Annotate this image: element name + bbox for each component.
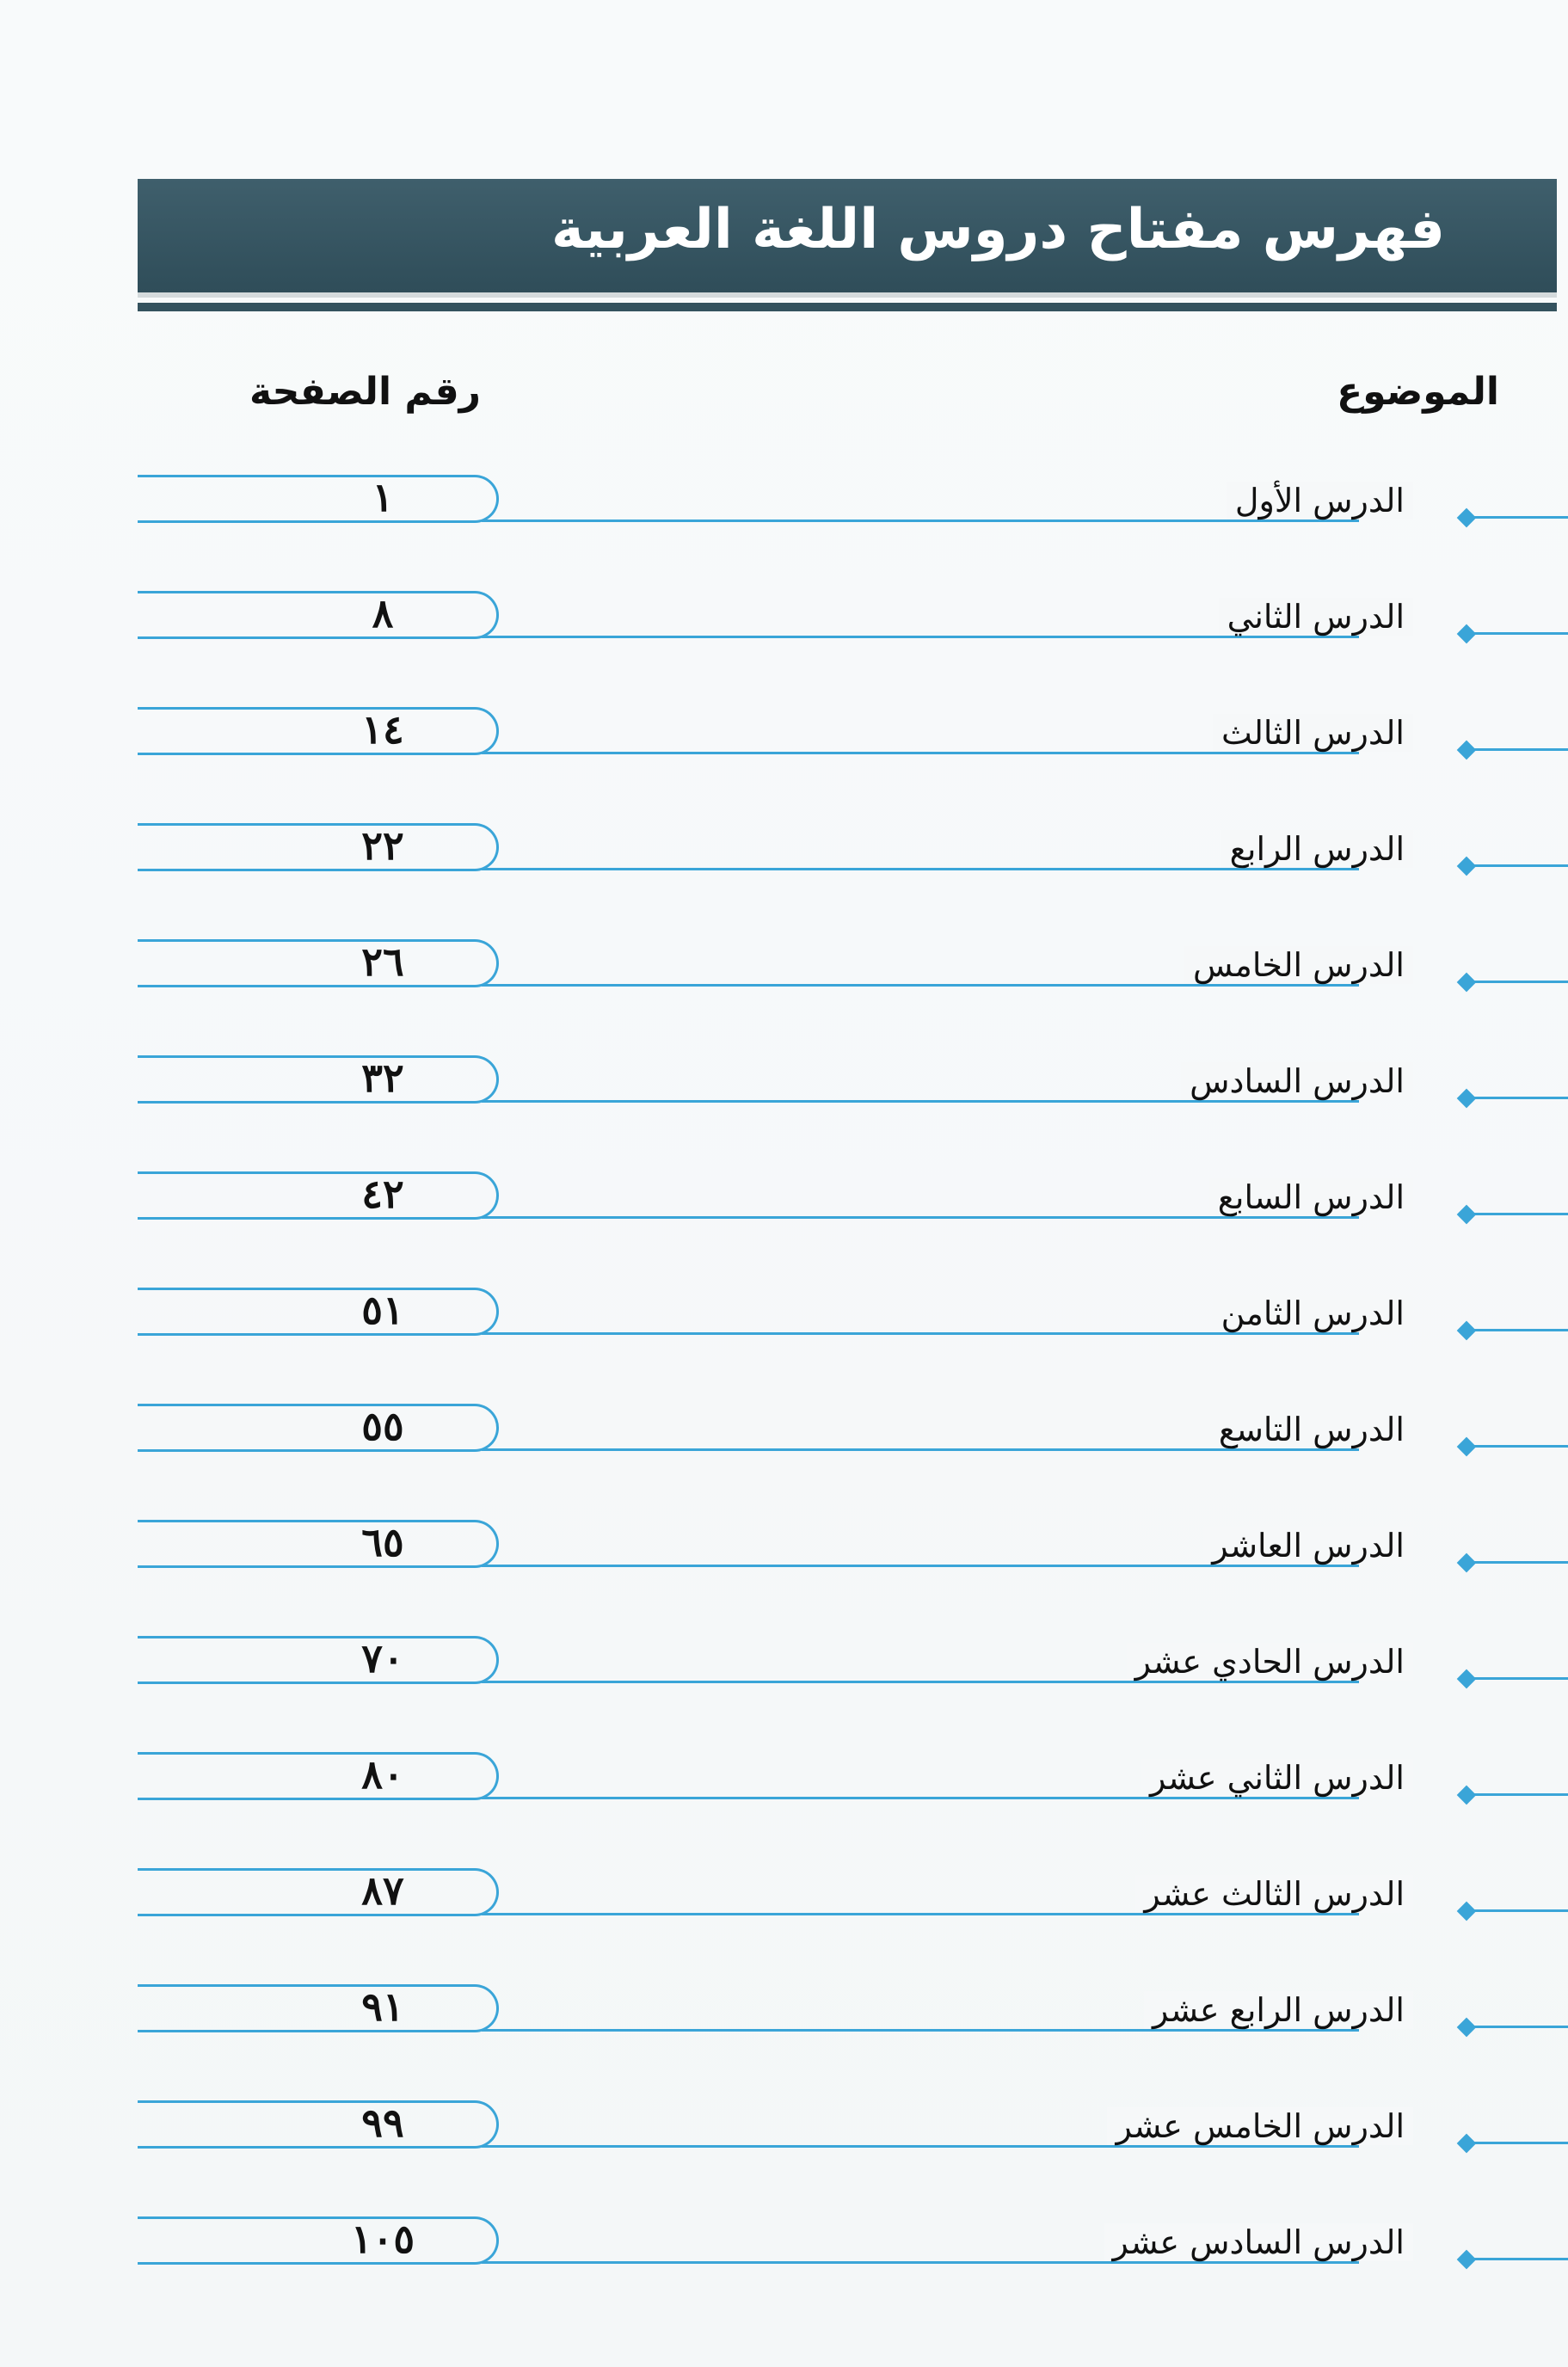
title-rule [138, 303, 1557, 311]
diamond-bullet-icon [1457, 973, 1477, 993]
toc-row[interactable] [0, 1269, 1568, 1384]
page-number-frame [138, 1868, 499, 1916]
lesson-title[interactable]: الدرس الثالث عشر [1135, 1875, 1413, 1913]
bullet-line [1472, 1097, 1568, 1099]
page-number-frame [138, 1404, 499, 1452]
lesson-title[interactable]: الدرس السادس عشر [1104, 2223, 1413, 2261]
diamond-bullet-icon [1457, 857, 1477, 876]
page-number: ٢٢ [361, 822, 404, 869]
toc-row[interactable] [0, 804, 1568, 919]
diamond-bullet-icon [1457, 2018, 1477, 2038]
page-number-header: رقم الصفحة [249, 370, 481, 414]
diamond-bullet-icon [1457, 1786, 1477, 1805]
page-title: فهرس مفتاح دروس اللغة العربية [550, 198, 1445, 261]
diamond-bullet-icon [1457, 1437, 1477, 1457]
leader-line [482, 868, 1359, 870]
diamond-bullet-icon [1457, 1205, 1477, 1225]
bullet-line [1472, 1909, 1568, 1912]
page-number-frame [138, 1288, 499, 1336]
leader-line [482, 1913, 1359, 1915]
page-number: ١٤ [361, 706, 404, 753]
bullet-line [1472, 2142, 1568, 2144]
toc-row[interactable] [0, 1501, 1568, 1616]
diamond-bullet-icon [1457, 1553, 1477, 1573]
toc-row[interactable] [0, 1733, 1568, 1848]
toc-row[interactable] [0, 1617, 1568, 1732]
toc-row[interactable] [0, 1036, 1568, 1152]
lesson-title[interactable]: الدرس العاشر [1203, 1527, 1413, 1565]
page-number-frame [138, 1171, 499, 1220]
lesson-title[interactable]: الدرس الأول [1227, 482, 1413, 520]
lesson-title[interactable]: الدرس الثامن [1213, 1294, 1413, 1332]
page-number: ٢٦ [361, 938, 404, 985]
leader-line [482, 1448, 1359, 1451]
bullet-line [1472, 981, 1568, 983]
bullet-line [1472, 748, 1568, 751]
lesson-title[interactable]: الدرس الرابع عشر [1144, 1991, 1413, 2029]
title-bar [138, 179, 1557, 298]
bullet-line [1472, 1213, 1568, 1215]
topic-header: الموضوع [1337, 370, 1499, 414]
page-number: ٦٥ [361, 1519, 404, 1565]
page-number: ٤٢ [361, 1171, 404, 1217]
toc-row[interactable] [0, 1385, 1568, 1500]
diamond-bullet-icon [1457, 741, 1477, 760]
diamond-bullet-icon [1457, 508, 1477, 528]
lesson-title[interactable]: الدرس الرابع [1221, 830, 1413, 868]
toc-row[interactable] [0, 2198, 1568, 2313]
page-number-frame [138, 1984, 499, 2032]
toc-row[interactable] [0, 1849, 1568, 1964]
page-number-frame [138, 2216, 499, 2265]
page-number-frame [138, 1636, 499, 1684]
leader-line [482, 520, 1359, 522]
page-number: ٣٢ [361, 1054, 404, 1101]
diamond-bullet-icon [1457, 1321, 1477, 1341]
page-number: ٥١ [361, 1287, 404, 1333]
lesson-title[interactable]: الدرس التاسع [1210, 1411, 1413, 1448]
toc-row[interactable] [0, 572, 1568, 687]
bullet-line [1472, 1677, 1568, 1680]
page-number-frame [138, 823, 499, 871]
page-number: ١ [372, 474, 394, 520]
page-number-frame [138, 475, 499, 523]
page-number-frame [138, 939, 499, 987]
page-number-frame [138, 707, 499, 755]
lesson-title[interactable]: الدرس الخامس عشر [1107, 2107, 1413, 2145]
page-number: ٥٥ [361, 1403, 404, 1449]
bullet-line [1472, 632, 1568, 635]
toc-row[interactable] [0, 920, 1568, 1036]
leader-line [482, 2261, 1359, 2264]
leader-line [482, 1797, 1359, 1799]
page-number-frame [138, 1520, 499, 1568]
toc-row[interactable] [0, 2081, 1568, 2197]
bullet-line [1472, 516, 1568, 519]
lesson-title[interactable]: الدرس الحادي عشر [1127, 1643, 1413, 1681]
page-number-frame [138, 1055, 499, 1104]
page-number-frame [138, 1752, 499, 1800]
leader-line [482, 636, 1359, 638]
leader-line [482, 752, 1359, 754]
diamond-bullet-icon [1457, 624, 1477, 644]
bullet-line [1472, 864, 1568, 867]
lesson-title[interactable]: الدرس الثاني [1219, 598, 1413, 636]
page-number: ٧٠ [361, 1635, 404, 1681]
lesson-title[interactable]: الدرس الثاني عشر [1141, 1759, 1413, 1797]
page-number: ٨٠ [361, 1751, 404, 1798]
diamond-bullet-icon [1457, 2134, 1477, 2154]
diamond-bullet-icon [1457, 1669, 1477, 1689]
lesson-title[interactable]: الدرس السادس [1181, 1062, 1413, 1100]
page-number-frame [138, 2100, 499, 2149]
leader-line [482, 1681, 1359, 1683]
leader-line [482, 1216, 1359, 1219]
page-number: ٩٩ [361, 2100, 404, 2146]
page-number: ٨٧ [361, 1867, 404, 1914]
page-number-frame [138, 591, 499, 639]
toc-row[interactable] [0, 1153, 1568, 1268]
leader-line [482, 2029, 1359, 2032]
page-number: ٩١ [361, 1983, 404, 2030]
bullet-line [1472, 1793, 1568, 1796]
leader-line [482, 1565, 1359, 1567]
page-number: ٨ [372, 590, 394, 636]
diamond-bullet-icon [1457, 1089, 1477, 1109]
bullet-line [1472, 1329, 1568, 1331]
lesson-title[interactable]: الدرس السابع [1209, 1178, 1413, 1216]
bullet-line [1472, 2258, 1568, 2260]
diamond-bullet-icon [1457, 2250, 1477, 2270]
page-number: ١٠٥ [350, 2216, 415, 2262]
bullet-line [1472, 1561, 1568, 1564]
diamond-bullet-icon [1457, 1902, 1477, 1921]
toc-row[interactable] [0, 1965, 1568, 2081]
bullet-line [1472, 1445, 1568, 1448]
leader-line [482, 2145, 1359, 2148]
leader-line [482, 1100, 1359, 1103]
leader-line [482, 984, 1359, 987]
toc-row[interactable] [0, 456, 1568, 571]
bullet-line [1472, 2026, 1568, 2028]
leader-line [482, 1332, 1359, 1335]
toc-row[interactable] [0, 688, 1568, 803]
lesson-title[interactable]: الدرس الخامس [1184, 946, 1413, 984]
lesson-title[interactable]: الدرس الثالث [1213, 714, 1413, 752]
